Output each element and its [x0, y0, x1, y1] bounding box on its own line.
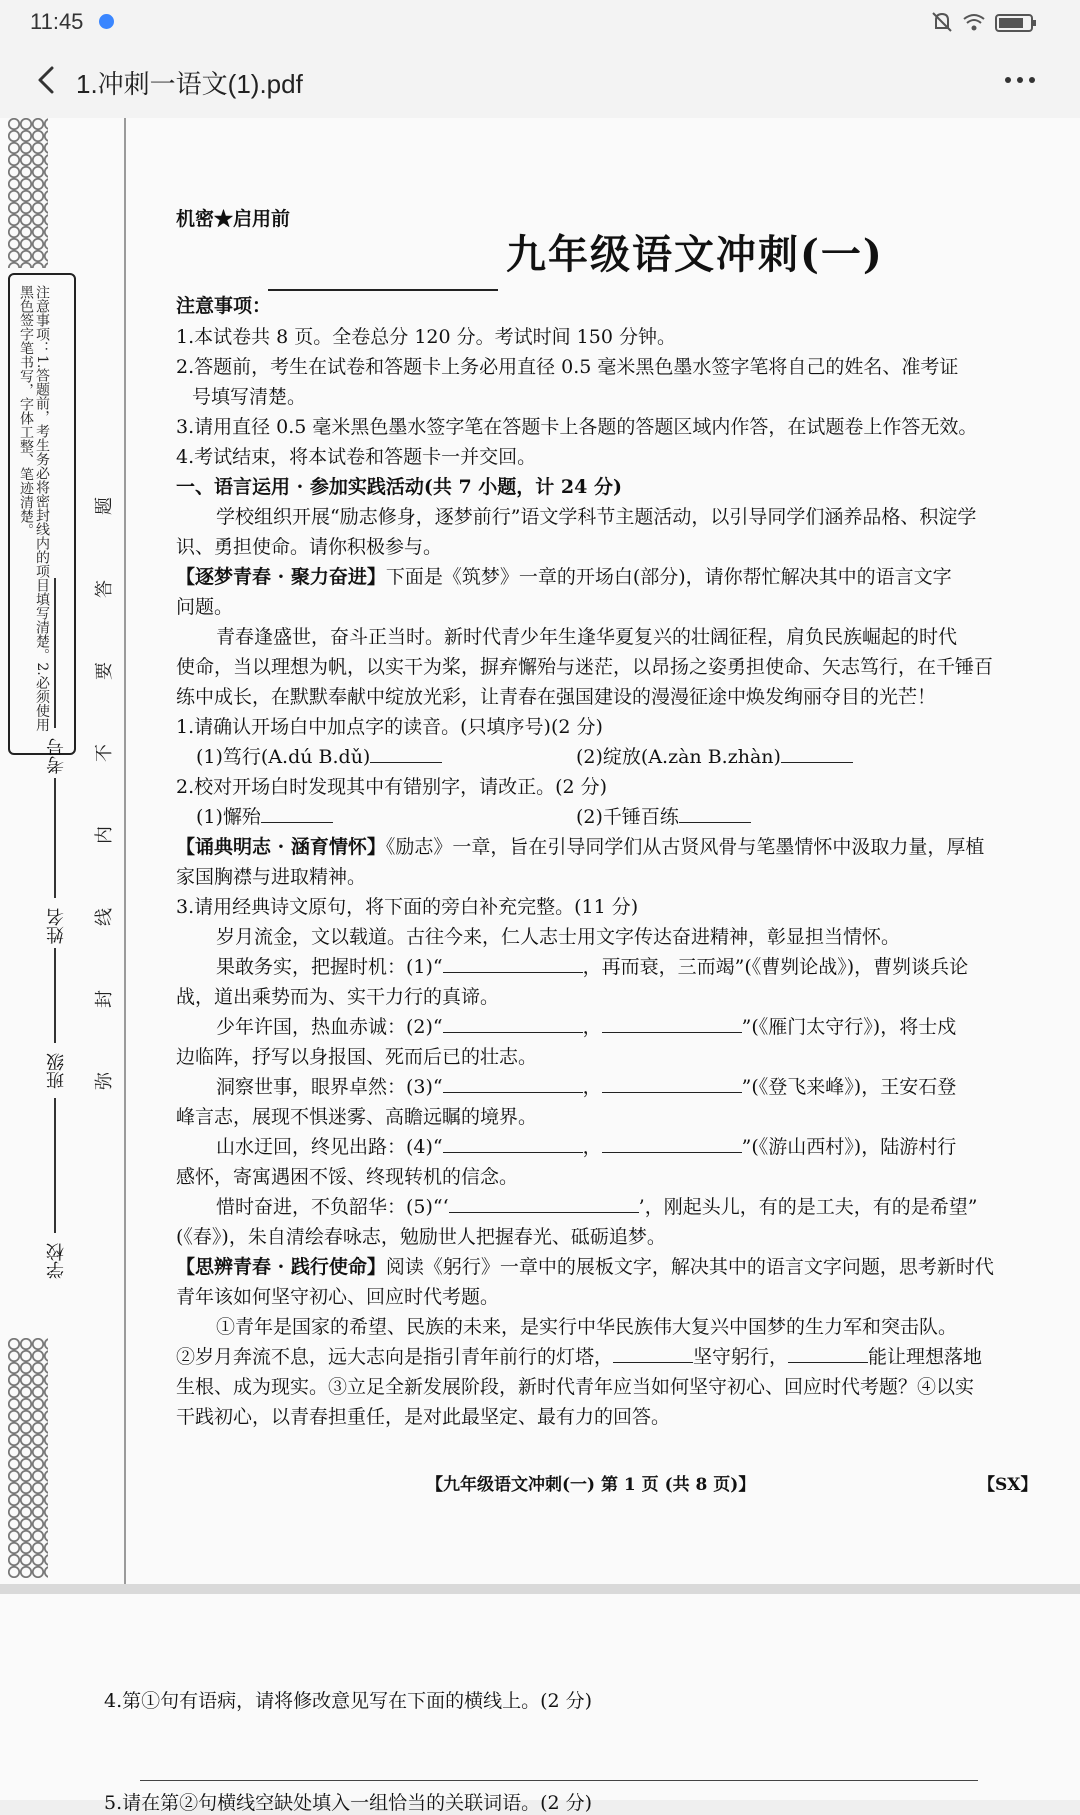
question-3-1-cont: 战，道出乘势而为、实干力行的真谛。 — [176, 986, 500, 1008]
question-3-1 — [216, 952, 968, 982]
notice-item: 1.本试卷共 8 页。全卷总分 120 分。考试时间 150 分钟。 — [176, 326, 676, 348]
footer-code: 【SX】 — [978, 1475, 1038, 1495]
pdf-page-2[interactable] — [0, 1594, 1080, 1814]
binding-notice-box — [8, 273, 76, 755]
back-arrow-icon[interactable] — [30, 62, 66, 98]
question-text: 洞察世事，眼界卓然：(3)“ — [216, 1076, 443, 1098]
exam-number-line — [54, 578, 56, 728]
passage-line: 干践初心，以青春担重任，是对此最坚定、最有力的回答。 — [176, 1406, 671, 1428]
question-text: 山水迂回，终见出路：(4)“ — [216, 1136, 443, 1158]
passage-text: 坚守躬行， — [693, 1346, 789, 1368]
class-line — [54, 948, 56, 1043]
seal-char: 封 — [94, 990, 115, 1008]
answer-blank[interactable] — [788, 1342, 868, 1363]
notice-item: 2.答题前，考生在试卷和答题卡上务必用直径 0.5 毫米黑色墨水签字笔将自己的姓名、准考证 — [176, 356, 959, 378]
section-heading: 一、语言运用 · 参加实践活动(共 7 小题，计 24 分) — [176, 476, 622, 498]
confidential-tag: 机密★启用前 — [176, 208, 291, 230]
mute-wifi-battery-icon — [930, 10, 1050, 34]
question-3-3-cont: 峰言志，展现不惧迷雾、高瞻远瞩的境界。 — [176, 1106, 538, 1128]
question-3-5-cont: (《春》)，朱自清绘春咏志，勉励世人把握春光、砥砺追梦。 — [176, 1226, 666, 1248]
question-text: ”(《登飞来峰》)，王安石登 — [741, 1076, 957, 1098]
page-footer: 【九年级语文冲刺(一) 第 1 页 (共 8 页)】 — [426, 1475, 756, 1495]
question-text: (2)千锤百练 — [576, 806, 679, 828]
school-line — [54, 1098, 56, 1233]
section-intro: 学校组织开展“励志修身，逐梦前行”语文学科节主题活动，以引导同学们涵养品格、积淀学 — [216, 506, 977, 528]
block-text: 阅读《躬行》一章中的展板文字，解决其中的语言文字问题，思考新时代 — [385, 1256, 994, 1278]
name-line — [54, 778, 56, 898]
question-3-4 — [216, 1132, 956, 1162]
answer-blank[interactable] — [261, 802, 333, 823]
block-tag: 【逐梦青春 · 聚力奋进】 — [176, 566, 386, 588]
question-1: 1.请确认开场白中加点字的读音。(只填序号)(2 分) — [176, 716, 603, 738]
answer-blank[interactable] — [443, 1132, 583, 1153]
block-text: 青年该如何坚守初心、回应时代考题。 — [176, 1286, 500, 1308]
seal-char: 弥 — [94, 1072, 115, 1090]
block-text: 问题。 — [176, 596, 234, 618]
passage-line: 练中成长，在默默奉献中绽放光彩，让青春在强国建设的漫漫征途中焕发绚丽夺目的光芒！ — [176, 686, 937, 708]
binding-holes-top — [8, 118, 48, 268]
question-1a — [196, 742, 442, 772]
file-title: 1.冲刺一语文(1).pdf — [76, 69, 303, 99]
status-time: 11:45 — [30, 9, 84, 34]
answer-blank[interactable] — [443, 1012, 583, 1033]
notice-item: 号填写清楚。 — [192, 386, 307, 408]
question-3-2-cont: 边临阵，抒写以身报国、死而后已的壮志。 — [176, 1046, 538, 1068]
exam-number-label: 考号 — [46, 738, 67, 774]
block-tag: 【思辨青春 · 践行使命】 — [176, 1256, 386, 1278]
passage-line: 生根、成为现实。③立足全新发展阶段，新时代青年应当如何坚守初心、回应时代考题？④以实 — [176, 1376, 975, 1398]
question-3-intro: 岁月流金，文以载道。古往今来，仁人志士用文字传达奋进精神，彰显担当情怀。 — [216, 926, 901, 948]
question-text: ”(《雁门太守行》)，将士戍 — [741, 1016, 957, 1038]
answer-blank[interactable] — [602, 1132, 742, 1153]
notice-item: 3.请用直径 0.5 毫米黑色墨水签字笔在答题卡上各题的答题区域内作答，在试题卷上作答无效。 — [176, 416, 978, 438]
passage-line — [176, 1342, 982, 1372]
passage-text: 能让理想落地 — [868, 1346, 983, 1368]
question-text: (1)笃行(A.dú B.dǔ) — [196, 746, 371, 768]
block-text: 下面是《筑梦》一章的开场白(部分)，请你帮忙解决其中的语言文字 — [385, 566, 952, 588]
answer-blank[interactable] — [602, 1012, 742, 1033]
answer-blank[interactable] — [613, 1342, 693, 1363]
question-1b — [576, 742, 853, 772]
question-text: ，再而衰，三而竭”(《曹刿论战》)，曹刿谈兵论 — [582, 956, 969, 978]
answer-blank[interactable] — [679, 802, 751, 823]
question-3-2 — [216, 1012, 956, 1042]
block-heading — [176, 832, 984, 862]
question-2a — [196, 802, 333, 832]
question-4: 4.第①句有语病，请将修改意见写在下面的横线上。(2 分) — [104, 1690, 593, 1712]
seal-char: 内 — [94, 826, 115, 844]
answer-blank[interactable] — [781, 742, 853, 763]
block-heading — [176, 562, 952, 592]
status-bar — [0, 0, 1080, 44]
answer-blank[interactable] — [370, 742, 442, 763]
passage-line: ①青年是国家的希望、民族的未来，是实行中华民族伟大复兴中国梦的生力军和突击队。 — [216, 1316, 958, 1338]
notice-item: 4.考试结束，将本试卷和答题卡一并交回。 — [176, 446, 537, 468]
block-text: 《励志》一章，旨在引导同学们从古贤风骨与笔墨情怀中汲取力量，厚植 — [385, 836, 985, 858]
question-text: (2)绽放(A.zàn B.zhàn) — [576, 746, 781, 768]
answer-line[interactable] — [140, 1780, 978, 1781]
question-5: 5.请在第②句横线空缺处填入一组恰当的关联词语。(2 分) — [104, 1792, 593, 1814]
passage-text: ②岁月奔流不息，远大志向是指引青年前行的灯塔， — [176, 1346, 614, 1368]
block-heading — [176, 1252, 994, 1282]
question-2: 2.校对开场白时发现其中有错别字，请改正。(2 分) — [176, 776, 608, 798]
passage-line: 青春逢盛世，奋斗正当时。新时代青少年生逢华夏复兴的壮阔征程，肩负民族崛起的时代 — [216, 626, 958, 648]
question-text: ”(《游山西村》)，陆游村行 — [741, 1136, 957, 1158]
question-2b — [576, 802, 751, 832]
question-3: 3.请用经典诗文原句，将下面的旁白补充完整。(11 分) — [176, 896, 639, 918]
seal-char: 题 — [94, 497, 115, 515]
seal-char: 不 — [94, 744, 115, 762]
section-intro: 识、勇担使命。请你积极参与。 — [176, 536, 443, 558]
name-label: 姓名 — [46, 908, 67, 944]
answer-blank[interactable] — [443, 1072, 583, 1093]
pdf-page-1[interactable] — [0, 118, 1080, 1584]
binding-notice-text: 注意事项：1.答题前，考生务必将密封线内的项目填写清楚。2.必须使用黑色签字笔书写，字体工整、笔迹清楚。 — [18, 285, 50, 732]
question-text: 惜时奋进，不负韶华：(5)“‘ — [216, 1196, 449, 1218]
comma: ， — [582, 1136, 602, 1158]
more-options-icon[interactable] — [1000, 64, 1040, 96]
passage-line: 使命，当以理想为帆，以实干为桨，摒弃懈殆与迷茫，以昂扬之姿勇担使命、矢志笃行，在千锤百 — [176, 656, 994, 678]
question-text: (1)懈殆 — [196, 806, 261, 828]
comma: ， — [582, 1076, 602, 1098]
block-tag: 【诵典明志 · 涵育情怀】 — [176, 836, 386, 858]
title-underline — [268, 288, 498, 291]
question-text: 果敢务实，把握时机：(1)“ — [216, 956, 443, 978]
app-bar — [0, 44, 1080, 118]
question-3-5 — [216, 1192, 977, 1222]
block-text: 家国胸襟与进取精神。 — [176, 866, 367, 888]
question-3-3 — [216, 1072, 956, 1102]
question-text: ’，刚起头儿，有的是工夫，有的是希望” — [638, 1196, 978, 1218]
question-3-4-cont: 感怀，寄寓遇困不馁、终现转机的信念。 — [176, 1166, 519, 1188]
page-gap — [0, 1584, 1080, 1594]
notification-dot-icon — [99, 14, 114, 29]
seal-char: 要 — [94, 662, 115, 680]
seal-char: 线 — [94, 908, 115, 926]
comma: ， — [582, 1016, 602, 1038]
notice-heading: 注意事项： — [176, 295, 272, 317]
answer-blank[interactable] — [443, 952, 583, 973]
answer-blank[interactable] — [602, 1072, 742, 1093]
class-label: 班级 — [46, 1053, 67, 1089]
question-text: 少年许国，热血赤诚：(2)“ — [216, 1016, 443, 1038]
school-label: 学校 — [46, 1243, 67, 1279]
exam-title: 九年级语文冲刺(一) — [506, 231, 884, 278]
seal-char: 答 — [94, 580, 115, 598]
binding-divider — [124, 118, 126, 1584]
status-icons — [930, 10, 1050, 39]
answer-blank[interactable] — [449, 1192, 639, 1213]
binding-holes-bottom — [8, 1338, 48, 1578]
